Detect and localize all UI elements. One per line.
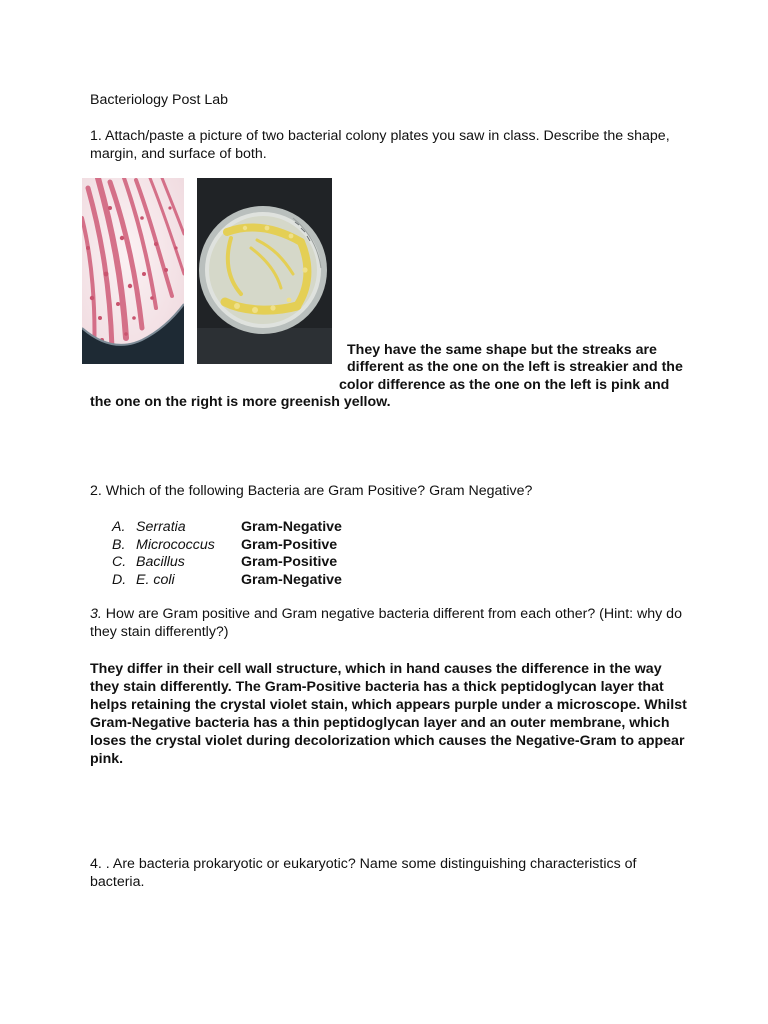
- answer-1-line-2: different as the one on the left is streakier and the: [347, 359, 683, 375]
- yellow-colony-plate-image: [197, 178, 332, 364]
- question-4: [90, 855, 636, 891]
- list-letter: C.: [112, 554, 127, 570]
- list-letter: D.: [112, 572, 127, 588]
- answer-1-line-3: color difference as the one on the left is pink and: [339, 377, 670, 393]
- pink-colony-plate-graphic: [82, 178, 184, 364]
- gram-result: Gram-Positive: [241, 537, 338, 553]
- question-1-line-1: 1. Attach/paste a picture of two bacterial colony plates you saw in class. Describe the shape,: [90, 128, 670, 144]
- document-title: Bacteriology Post Lab: [90, 92, 229, 108]
- bacteria-name: Micrococcus: [136, 537, 215, 553]
- question-3-line-2: they stain differently?): [90, 624, 229, 640]
- answer-3-line: loses the crystal violet during decolorization which causes the Negative-Gram to appear: [90, 733, 685, 749]
- answer-3-line: they stain differently. The Gram-Positive bacteria has a thick peptidoglycan layer that: [90, 679, 664, 695]
- question-3-number: 3.: [90, 606, 102, 622]
- answer-3-line: helps retaining the crystal violet stain, which appears purple under a microscope. Whilst: [90, 697, 687, 713]
- question-4-line-2: bacteria.: [90, 874, 145, 890]
- bacteria-name: Bacillus: [136, 554, 185, 570]
- pink-colony-plate-image: [82, 178, 184, 364]
- question-1-line-2: margin, and surface of both.: [90, 146, 267, 162]
- bacteria-name: E. coli: [136, 572, 175, 588]
- list-letter: A.: [112, 519, 126, 535]
- answer-3-line: They differ in their cell wall structure, which in hand causes the difference in the way: [90, 661, 662, 677]
- answer-1-line-4: the one on the right is more greenish yellow.: [90, 394, 391, 410]
- answer-3-line: Gram-Negative bacteria has a thin peptidoglycan layer and an outer membrane, which: [90, 715, 670, 731]
- answer-3: [90, 660, 690, 768]
- question-3: [90, 605, 682, 641]
- bacteria-name: Serratia: [136, 519, 186, 535]
- list-letter: B.: [112, 537, 126, 553]
- question-3-line-1: How are Gram positive and Gram negative bacteria different from each other? (Hint: why do: [101, 606, 682, 622]
- answer-1-line-1: They have the same shape but the streaks are: [347, 342, 657, 358]
- question-2: 2. Which of the following Bacteria are Gram Positive? Gram Negative?: [90, 483, 533, 499]
- question-1: [90, 127, 670, 163]
- gram-result: Gram-Positive: [241, 554, 338, 570]
- question-4-line-1: 4. . Are bacteria prokaryotic or eukaryotic? Name some distinguishing characteristics of: [90, 856, 637, 872]
- gram-result: Gram-Negative: [241, 519, 342, 535]
- gram-result: Gram-Negative: [241, 572, 342, 588]
- answer-3-line: pink.: [90, 751, 124, 767]
- yellow-colony-plate-graphic: [197, 178, 332, 364]
